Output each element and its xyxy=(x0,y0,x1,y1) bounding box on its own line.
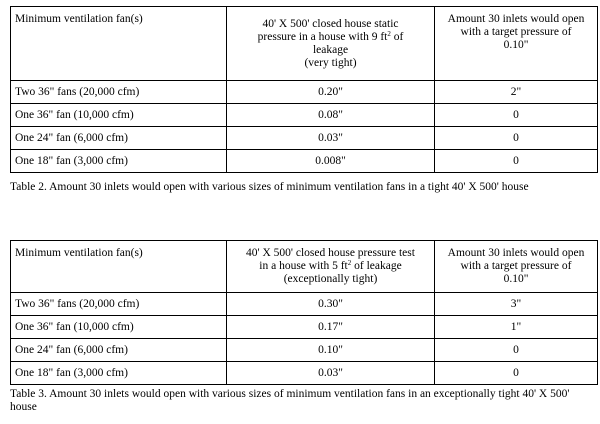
header-pressure-line3: leakage xyxy=(312,43,349,56)
fan-cell: One 24" fan (6,000 cfm) xyxy=(11,339,227,362)
pressure-cell: 0.20" xyxy=(227,81,435,104)
table-row xyxy=(11,150,598,173)
pressure-cell: 0.08" xyxy=(227,104,435,127)
header-opening-line1: Amount 30 inlets would open xyxy=(447,13,585,25)
fan-cell: One 18" fan (3,000 cfm) xyxy=(11,362,227,385)
header-pressure xyxy=(227,241,435,293)
opening-cell: 0 xyxy=(435,127,598,150)
pressure-cell: 0.03" xyxy=(227,362,435,385)
superscript: 2 xyxy=(347,259,352,267)
fan-cell: Two 36" fans (20,000 cfm) xyxy=(11,81,227,104)
header-fan: Minimum ventilation fan(s) xyxy=(11,241,227,293)
header-opening-line3: 0.10" xyxy=(503,39,529,51)
table-row xyxy=(11,339,598,362)
opening-cell: 1" xyxy=(435,316,598,339)
table-3-caption: Table 3. Amount 30 inlets would open with various sizes of minimum ventilation fans in an exceptionally tight 40' X 500' house xyxy=(10,388,570,413)
table-row xyxy=(11,127,598,150)
pressure-cell: 0.17" xyxy=(227,316,435,339)
fan-cell: Two 36" fans (20,000 cfm) xyxy=(11,293,227,316)
fan-cell: One 24" fan (6,000 cfm) xyxy=(11,127,227,150)
opening-cell: 3" xyxy=(435,293,598,316)
fan-cell: One 36" fan (10,000 cfm) xyxy=(11,104,227,127)
header-pressure-line2b: of leakage xyxy=(351,260,402,272)
header-opening-line2: with a target pressure of xyxy=(460,260,572,272)
table-3 xyxy=(10,240,598,385)
header-opening xyxy=(435,7,598,81)
opening-cell: 0 xyxy=(435,362,598,385)
header-pressure-line3: (exceptionally tight) xyxy=(283,273,378,285)
header-fan: Minimum ventilation fan(s) xyxy=(11,7,227,81)
header-opening-line2: with a target pressure of xyxy=(460,26,572,38)
pressure-cell: 0.30" xyxy=(227,293,435,316)
header-pressure-line4: (very tight) xyxy=(304,56,357,69)
header-pressure-line2b: of xyxy=(390,30,404,43)
pressure-cell: 0.10" xyxy=(227,339,435,362)
table-row xyxy=(11,293,598,316)
opening-cell: 0 xyxy=(435,339,598,362)
table-row xyxy=(11,104,598,127)
table-row xyxy=(11,81,598,104)
header-pressure-line1: 40' X 500' closed house pressure test xyxy=(246,247,415,259)
pressure-cell: 0.008" xyxy=(227,150,435,173)
table-2 xyxy=(10,6,598,173)
header-pressure-line1: 40' X 500' closed house static xyxy=(262,17,399,30)
header-opening-line3: 0.10" xyxy=(503,273,529,285)
header-pressure xyxy=(227,7,435,81)
superscript: 2 xyxy=(387,29,391,38)
table-row xyxy=(11,316,598,339)
opening-cell: 2" xyxy=(435,81,598,104)
table-row xyxy=(11,362,598,385)
opening-cell: 0 xyxy=(435,104,598,127)
table-header-row xyxy=(11,7,598,81)
header-pressure-line2a: pressure in a house with 9 ft xyxy=(257,30,388,43)
header-pressure-line2a: in a house with 5 ft xyxy=(259,260,348,272)
header-opening-line1: Amount 30 inlets would open xyxy=(447,247,585,259)
table-2-caption: Table 2. Amount 30 inlets would open with various sizes of minimum ventilation fans in a tight 40' X 500' house xyxy=(10,181,529,193)
fan-cell: One 36" fan (10,000 cfm) xyxy=(11,316,227,339)
fan-cell: One 18" fan (3,000 cfm) xyxy=(11,150,227,173)
header-opening xyxy=(435,241,598,293)
table-header-row xyxy=(11,241,598,293)
opening-cell: 0 xyxy=(435,150,598,173)
pressure-cell: 0.03" xyxy=(227,127,435,150)
